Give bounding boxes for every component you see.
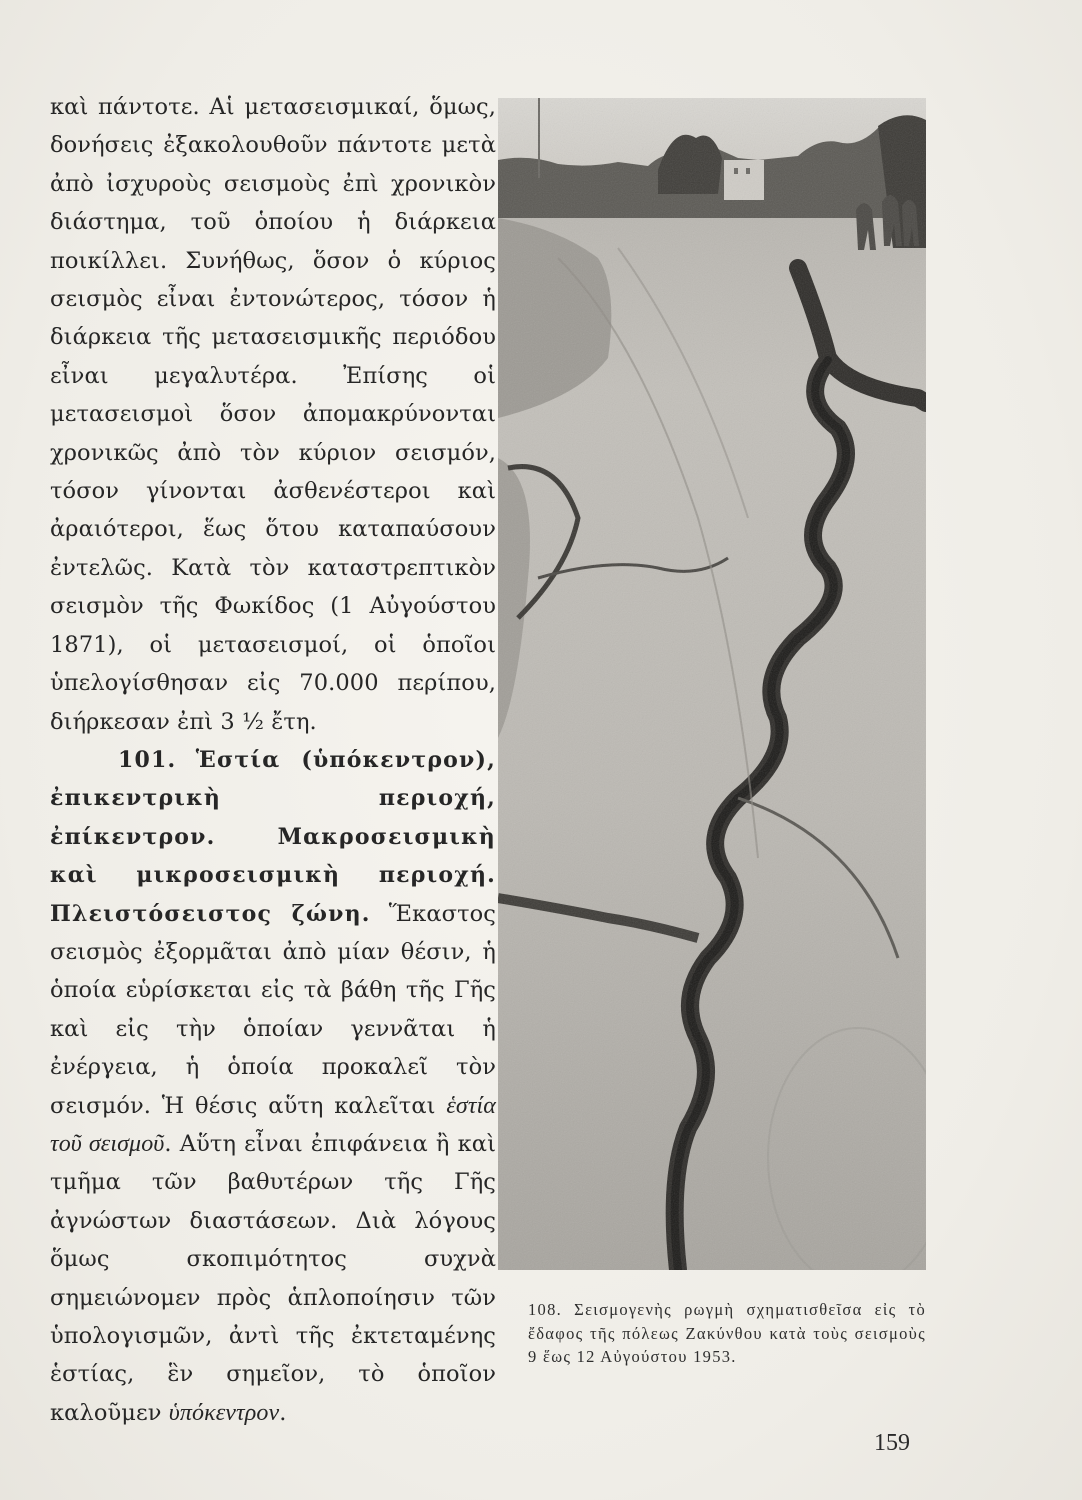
page-number: 159 xyxy=(874,1430,910,1456)
paragraph-focus xyxy=(50,741,496,1432)
paragraph-aftershocks xyxy=(50,88,496,741)
section-number: 101. xyxy=(118,746,177,773)
aftershocks-text: καὶ πάντοτε. Αἱ μετασεισμικαί, ὅμως, δονήσεις ἐξακολουθοῦν πάντοτε μετὰ ἀπὸ ἰσχυροὺς σεισμοὺς ἐπὶ χρονικὸν διάστημα, τοῦ ὁποίου ἡ διάρκεια ποικίλλει. Συνήθως, ὅσον ὁ κύριος σεισμὸς εἶναι ἐντονώτερος, τόσον ἡ διάρκεια τῆς μετασεισμικῆς περιόδου εἶναι μεγαλυτέρα. Ἐπίσης οἱ μετασεισμοὶ ὅσον ἀπομακρύνονται χρονικῶς ἀπὸ τὸν κύριον σεισμόν, τόσον γίνονται ἀσθενέστεροι καὶ ἀραιότεροι, ἕως ὅτου καταπαύσουν ἐντελῶς. Κατὰ τὸν καταστρεπτικὸν σεισμὸν τῆς Φωκίδος (1 Αὐγούστου 1871), οἱ μετασεισμοί, οἱ ὁποῖοι ὑπελογίσθησαν εἰς 70.000 περίπου, διήρκεσαν ἐπὶ 3 ½ ἔτη. xyxy=(50,94,496,735)
focus-text-part-1: Ἕκαστος σεισμὸς ἐξορμᾶται ἀπὸ μίαν θέσιν, ἡ ὁποία εὑρίσκεται εἰς τὰ βάθη τῆς Γῆς καὶ εἰς τὴν ὁποίαν γεννᾶται ἡ ἐνέργεια, ἡ ὁποία προκαλεῖ τὸν σεισμόν. Ἡ θέσις αὕτη καλεῖται xyxy=(50,900,496,1119)
figure-photo-ground-crack xyxy=(498,98,926,1270)
section-heading: Ἑστία (ὑπόκεντρον), ἐπικεντρικὴ περιοχή, ἐπίκεντρον. Μακροσεισμικὴ καὶ μικροσεισμικὴ περιοχή. Πλειστόσειστος ζώνη. xyxy=(50,746,496,927)
focus-text-end: . xyxy=(279,1399,287,1426)
main-text-column xyxy=(50,88,496,1432)
focus-text-part-2: . Αὕτη εἶναι ἐπιφάνεια ἢ καὶ τμῆμα τῶν βαθυτέρων τῆς Γῆς ἀγνώστων διαστάσεων. Διὰ λόγους ὅμως σκοπιμότητος συχνὰ σημειώνομεν πρὸς ἁπλοποίησιν τῶν ὑπολογισμῶν, ἀντὶ τῆς ἐκτεταμένης ἑστίας, ἓν σημεῖον, τὸ ὁποῖον καλοῦμεν xyxy=(50,1130,496,1426)
term-hypocenter: ὑπόκεντρον xyxy=(168,1399,280,1426)
crack-photo-illustration xyxy=(498,98,926,1270)
term-earthquake-focus: ἑστία τοῦ σεισμοῦ xyxy=(50,1092,496,1157)
figure-caption: 108. Σεισμογενὴς ρωγμὴ σχηματισθεῖσα εἰς τὸ ἔδαφος τῆς πόλεως Ζακύνθου κατὰ τοὺς σεισμοὺς 9 ἕως 12 Αὐγούστου 1953. xyxy=(528,1300,926,1366)
